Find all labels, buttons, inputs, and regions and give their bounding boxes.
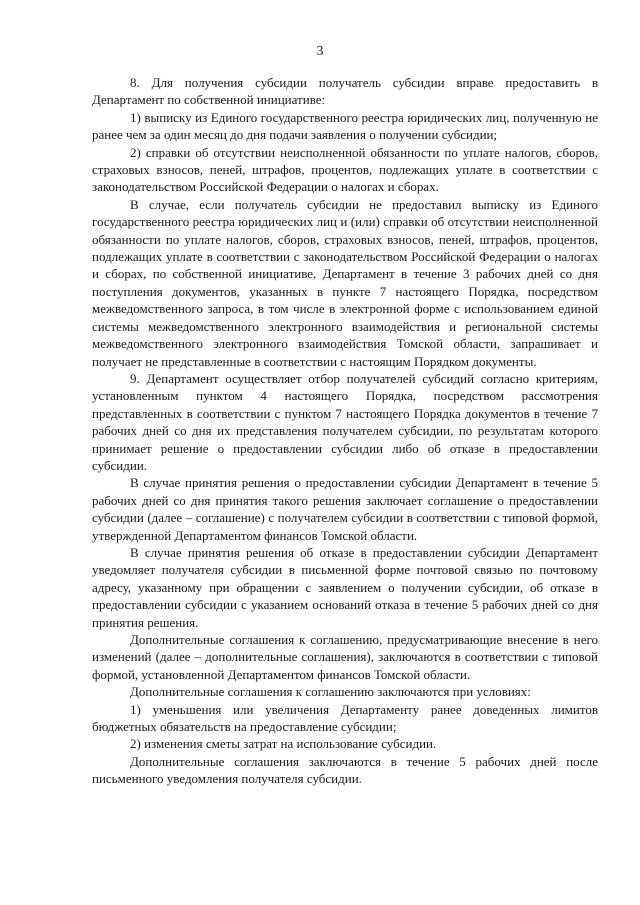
paragraph-final-term: Дополнительные соглашения заключаются в течение 5 рабочих дней после письменного уведомления получателя субсидии. — [92, 753, 598, 787]
paragraph-additional-agreements: Дополнительные соглашения к соглашению, предусматривающие внесение в него изменений (далее – дополнительные соглашения), заключаются в соответствии с типовой формой, установленной Департаментом финансов Томской области. — [92, 632, 598, 682]
paragraph-item-9: 9. Департамент осуществляет отбор получателей субсидий согласно критериям, установленным пунктом 4 настоящего Порядка, посредством рассмотрения представленных в соответствии с пунктом 7 настоящего Порядка документов в течение 7 рабочих дней со дня их представления получателем субсидии, по результатам которого принимает решение о предоставлении субсидии либо об отказе в предоставлении субсидии. — [92, 370, 598, 473]
paragraph-refusal-notice: В случае принятия решения об отказе в предоставлении субсидии Департамент уведомляет получателя субсидии в письменной форме почтовой связью по почтовому адресу, указанному при обращении с заявлением о получении субсидии, об отказе в предоставлении субсидии с указанием оснований отказа в течение 5 рабочих дней со дня принятия решения. — [92, 544, 598, 630]
paragraph-condition-1: 1) уменьшения или увеличения Департаменту ранее доведенных лимитов бюджетных обязательств на предоставление субсидии; — [92, 701, 598, 735]
paragraph-interagency-request: В случае, если получатель субсидии не предоставил выписку из Единого государственного реестра юридических лиц и (или) справки об отсутствии неисполненной обязанности по уплате налогов, сборов, страховых взносов, пеней, штрафов, процентов, подлежащих уплате в соответствии с законодательством Российской Федерации о налогах и сборах, по собственной инициативе, Департамент в течение 3 рабочих дней со дня поступления документов, указанных в пункте 7 настоящего Порядка, посредством межведомственного запроса, в том числе в электронной форме с использованием единой системы межведомственного электронного взаимодействия и региональной системы межведомственного электронного взаимодействия Томской области, запрашивает и получает не представленные в соответствии с настоящим Порядком документы. — [92, 196, 598, 369]
paragraph-subitem-1-extract: 1) выписку из Единого государственного реестра юридических лиц, полученную не ранее чем за один месяц до дня подачи заявления о получении субсидии; — [92, 109, 598, 143]
paragraph-conditions-heading: Дополнительные соглашения к соглашению заключаются при условиях: — [130, 684, 531, 700]
paragraph-condition-2: 2) изменения сметы затрат на использование субсидии. — [130, 736, 437, 752]
page-number: 3 — [316, 44, 324, 59]
paragraph-subitem-2-certificates: 2) справки об отсутствии неисполненной обязанности по уплате налогов, сборов, страховых взносов, пеней, штрафов, процентов, подлежащих уплате в соответствии с законодательством Российской Федерации о налогах и сборах. — [92, 144, 598, 195]
paragraph-agreement-conclusion: В случае принятия решения о предоставлении субсидии Департамент в течение 5 рабочих дней со дня принятия такого решения заключает соглашение о предоставлении субсидии (далее – соглашение) с получателем субсидии в соответствии с типовой формой, утвержденной Департаментом финансов Томской области. — [92, 475, 598, 543]
paragraph-item-8: 8. Для получения субсидии получатель субсидии вправе предоставить в Департамент по собственной инициативе: — [92, 75, 598, 108]
document-body — [92, 74, 598, 788]
